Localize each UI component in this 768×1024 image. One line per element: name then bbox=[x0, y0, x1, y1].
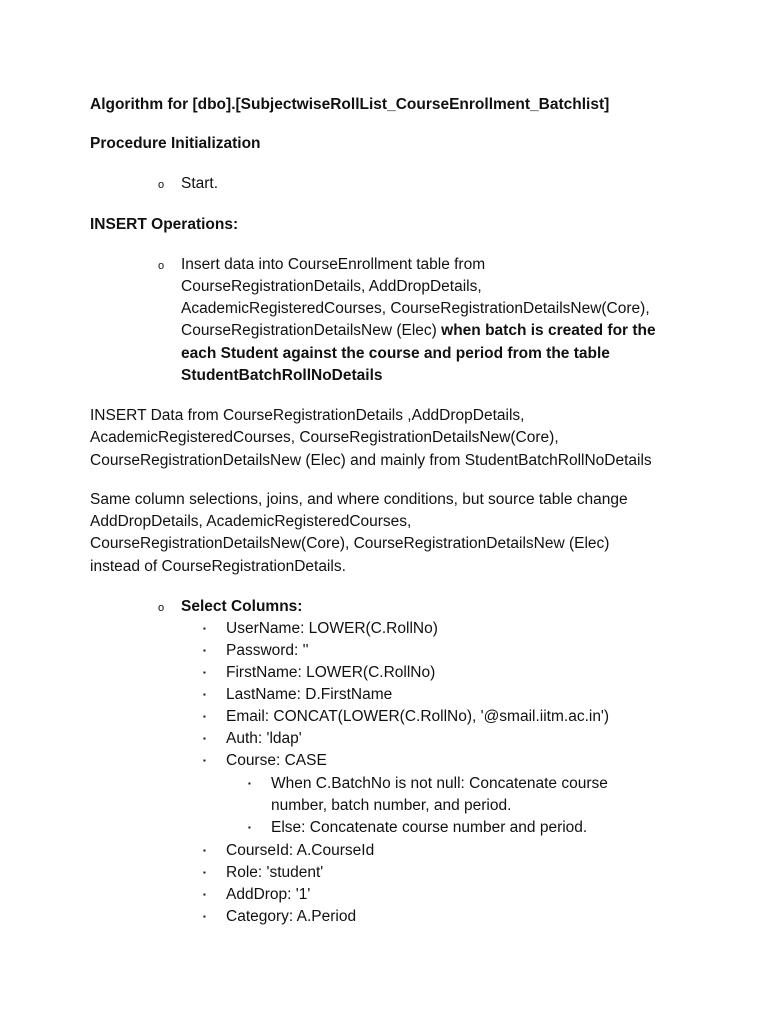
select-columns-heading: Select Columns: bbox=[181, 598, 303, 615]
column-item: FirstName: LOWER(C.RollNo) bbox=[226, 664, 436, 681]
square-bullet-icon: ▪ bbox=[203, 868, 206, 877]
square-bullet-icon: ▪ bbox=[203, 890, 206, 899]
circle-bullet-icon: o bbox=[158, 602, 165, 614]
square-bullet-icon: ▪ bbox=[203, 756, 206, 765]
square-bullet-icon: ▪ bbox=[203, 624, 206, 633]
square-bullet-icon: ▪ bbox=[203, 668, 206, 677]
square-bullet-icon: ▪ bbox=[248, 823, 251, 832]
column-item: CourseId: A.CourseId bbox=[226, 842, 375, 859]
case-item-line: number, batch number, and period. bbox=[271, 797, 512, 814]
paragraph-line: CourseRegistrationDetailsNew(Core), CourseRegistrationDetailsNew (Elec) bbox=[90, 535, 610, 552]
insert-item-bold-line: each Student against the course and period from the table bbox=[181, 345, 610, 362]
circle-bullet-icon: o bbox=[158, 260, 165, 272]
column-item: Category: A.Period bbox=[226, 908, 357, 925]
column-item: Role: 'student' bbox=[226, 864, 324, 881]
column-item: LastName: D.FirstName bbox=[226, 686, 393, 703]
case-item-line: When C.BatchNo is not null: Concatenate course bbox=[271, 775, 608, 792]
insert-item-bold-line: StudentBatchRollNoDetails bbox=[181, 367, 383, 384]
circle-bullet-icon: o bbox=[158, 179, 165, 191]
column-item: Auth: 'ldap' bbox=[226, 730, 302, 747]
start-item: Start. bbox=[181, 175, 219, 192]
column-item: Email: CONCAT(LOWER(C.RollNo), '@smail.iitm.ac.in') bbox=[226, 708, 610, 725]
paragraph-line: AddDropDetails, AcademicRegisteredCourses, bbox=[90, 513, 412, 530]
insert-item-line: CourseRegistrationDetails, AddDropDetails, bbox=[181, 278, 482, 295]
square-bullet-icon: ▪ bbox=[203, 690, 206, 699]
square-bullet-icon: ▪ bbox=[203, 734, 206, 743]
paragraph-line: INSERT Data from CourseRegistrationDetails ,AddDropDetails, bbox=[90, 407, 525, 424]
square-bullet-icon: ▪ bbox=[203, 846, 206, 855]
procedure-initialization-heading: Procedure Initialization bbox=[90, 135, 261, 152]
column-item: Password: '' bbox=[226, 642, 309, 659]
case-item-line: Else: Concatenate course number and period. bbox=[271, 819, 588, 836]
square-bullet-icon: ▪ bbox=[203, 712, 206, 721]
document-title: Algorithm for [dbo].[SubjectwiseRollList_CourseEnrollment_Batchlist] bbox=[90, 96, 610, 113]
insert-operations-heading: INSERT Operations: bbox=[90, 216, 239, 233]
insert-item-line: Insert data into CourseEnrollment table from bbox=[181, 256, 486, 273]
paragraph-line: Same column selections, joins, and where conditions, but source table change bbox=[90, 491, 628, 508]
column-item: Course: CASE bbox=[226, 752, 327, 769]
insert-item-bold-text: when batch is created for the bbox=[441, 322, 656, 339]
paragraph-line: instead of CourseRegistrationDetails. bbox=[90, 558, 346, 575]
square-bullet-icon: ▪ bbox=[203, 646, 206, 655]
column-item: AddDrop: '1' bbox=[226, 886, 311, 903]
square-bullet-icon: ▪ bbox=[248, 779, 251, 788]
paragraph-line: CourseRegistrationDetailsNew (Elec) and mainly from StudentBatchRollNoDetails bbox=[90, 452, 652, 469]
insert-item-line: AcademicRegisteredCourses, CourseRegistrationDetailsNew(Core), bbox=[181, 300, 650, 317]
column-item: UserName: LOWER(C.RollNo) bbox=[226, 620, 438, 637]
paragraph-line: AcademicRegisteredCourses, CourseRegistrationDetailsNew(Core), bbox=[90, 429, 559, 446]
square-bullet-icon: ▪ bbox=[203, 912, 206, 921]
insert-item-line bbox=[181, 320, 656, 342]
insert-item-text: CourseRegistrationDetailsNew (Elec) bbox=[181, 322, 442, 339]
